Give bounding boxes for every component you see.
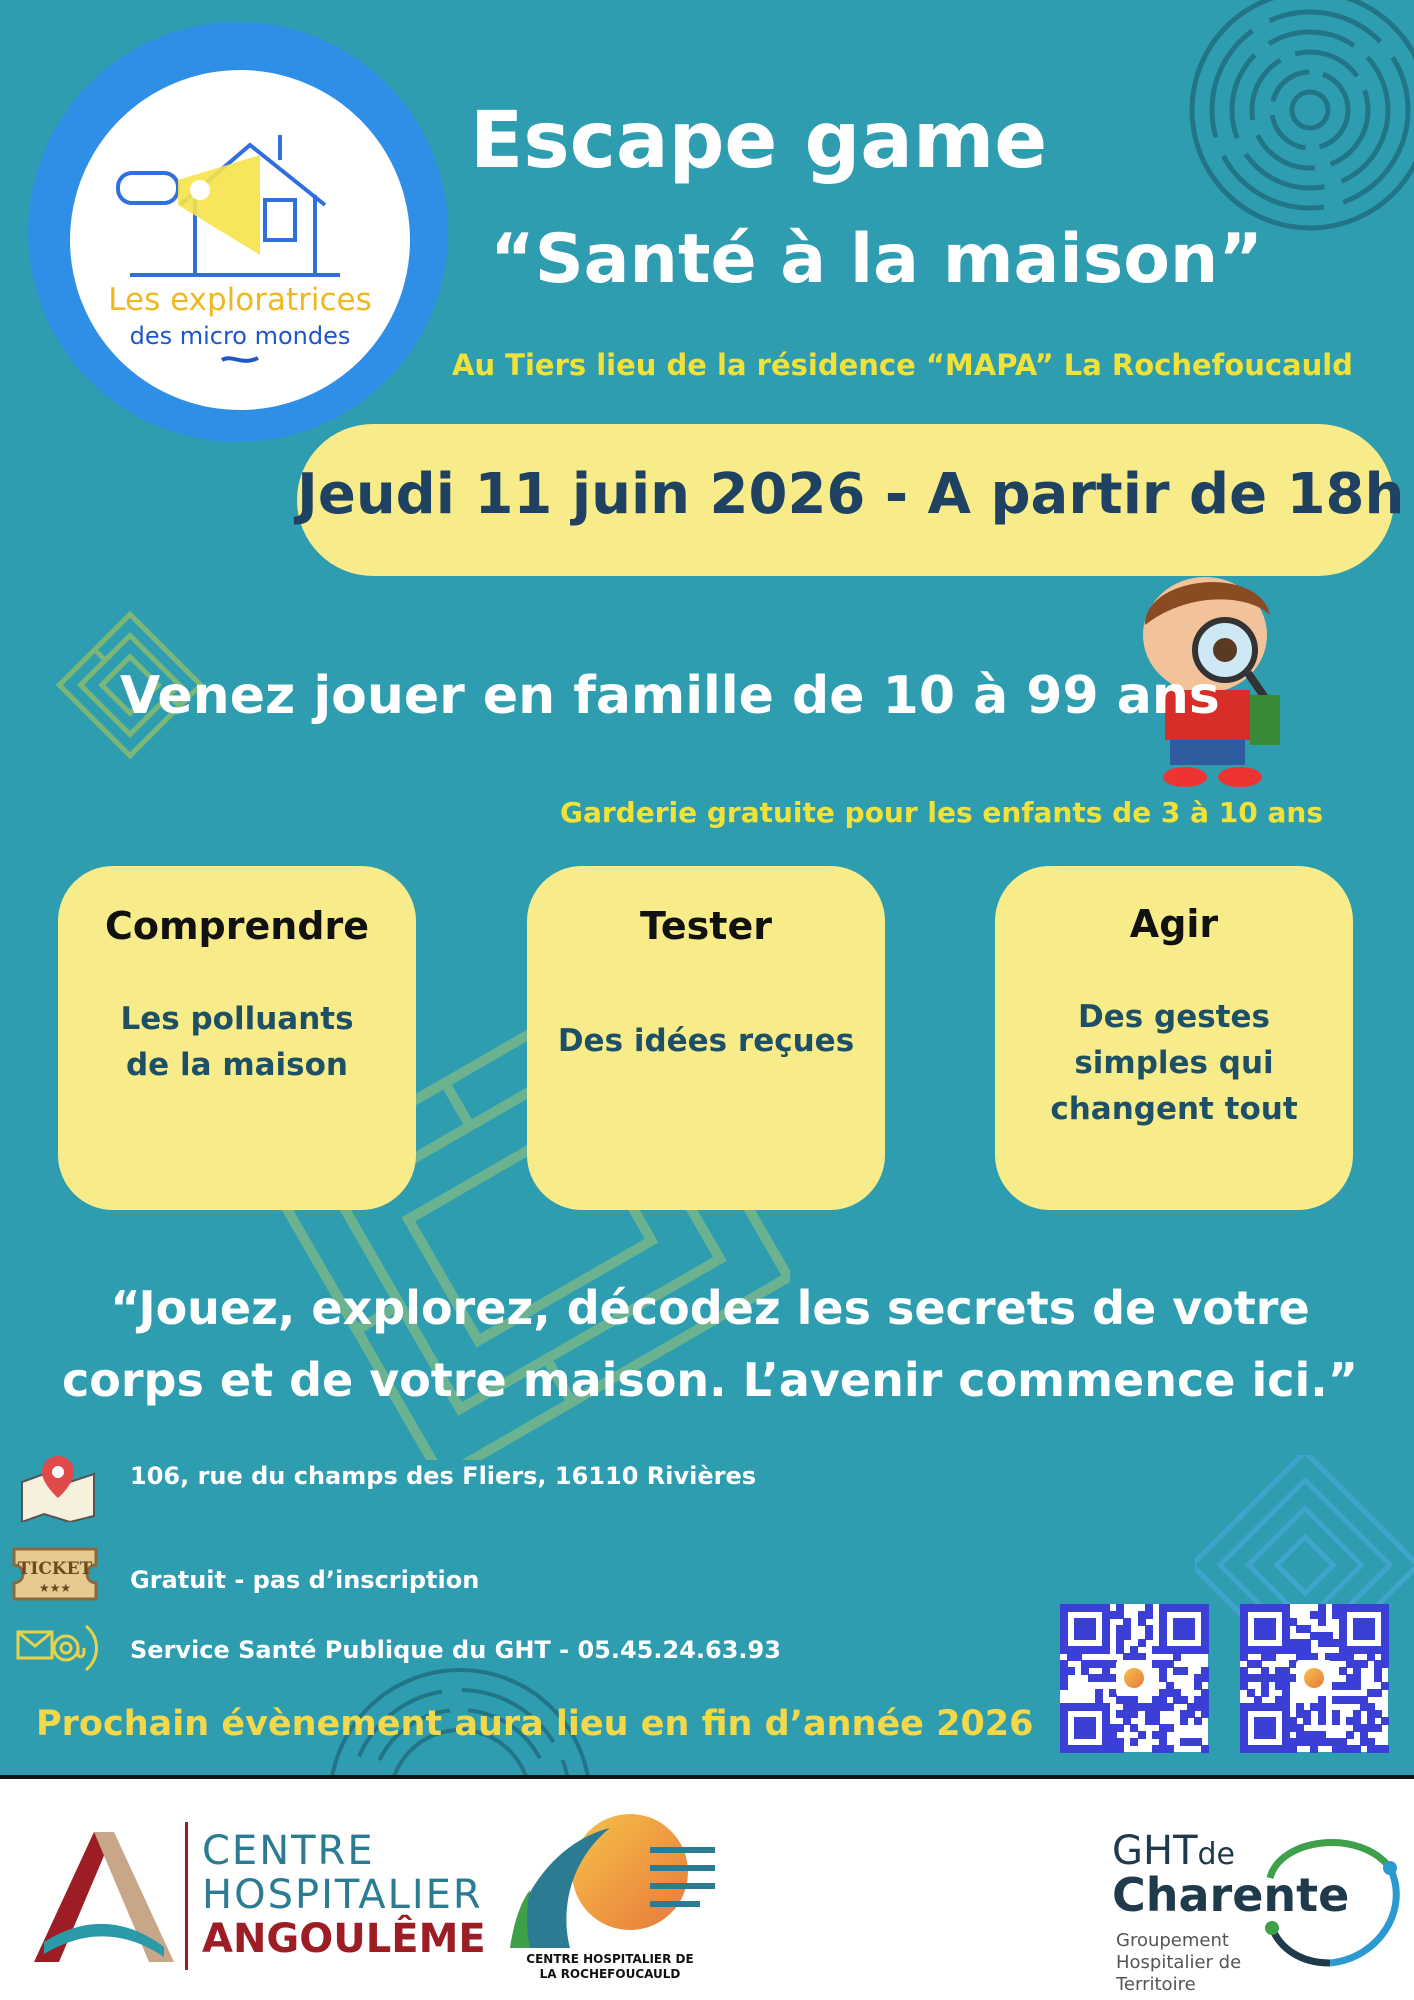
date-text: Jeudi 11 juin 2026 - A partir de 18h bbox=[297, 462, 1405, 527]
qr-module bbox=[1187, 1632, 1195, 1640]
card-comprendre bbox=[58, 866, 416, 1210]
qr-module bbox=[1138, 1639, 1146, 1647]
contact-text: Service Santé Publique du GHT - 05.45.24.63.93 bbox=[130, 1636, 781, 1664]
qr-module bbox=[1201, 1646, 1209, 1654]
qr-module bbox=[1166, 1745, 1174, 1753]
qr-module bbox=[1130, 1738, 1138, 1746]
card-text-line: Des idées reçues bbox=[557, 1023, 855, 1059]
qr-module bbox=[1268, 1731, 1276, 1739]
address-text: 106, rue du champs des Fliers, 16110 Rivières bbox=[130, 1462, 757, 1490]
qr-module bbox=[1145, 1611, 1153, 1619]
ticket-label: TICKET bbox=[17, 1559, 93, 1579]
qr-module bbox=[1381, 1717, 1389, 1725]
card-text-line: Des gestes bbox=[1078, 999, 1270, 1035]
card-title: Tester bbox=[640, 904, 772, 948]
qr-center-mark bbox=[1124, 1668, 1144, 1688]
qr-module bbox=[1303, 1717, 1311, 1725]
qr-code[interactable] bbox=[1060, 1604, 1208, 1752]
qr-module bbox=[1353, 1745, 1361, 1753]
qr-module bbox=[1123, 1632, 1131, 1640]
card-agir bbox=[995, 866, 1353, 1210]
card-text-line: simples qui bbox=[1074, 1045, 1274, 1081]
cha-logo-icon bbox=[14, 1822, 184, 1972]
qr-module bbox=[1332, 1717, 1340, 1725]
next-event-text: Prochain évènement aura lieu en fin d’année 2026 bbox=[36, 1704, 1034, 1744]
qr-module bbox=[1130, 1710, 1138, 1718]
qr-module bbox=[1116, 1745, 1124, 1753]
flashlight-house-icon bbox=[110, 135, 350, 285]
qr-module bbox=[1201, 1745, 1209, 1753]
chr-logo-icon bbox=[500, 1810, 720, 1950]
price-text: Gratuit - pas d’inscription bbox=[130, 1566, 480, 1594]
ticket-icon bbox=[10, 1545, 100, 1603]
qr-center-logo bbox=[1116, 1660, 1152, 1696]
qr-module bbox=[1060, 1682, 1068, 1690]
qr-module bbox=[1268, 1632, 1276, 1640]
qr-module bbox=[1088, 1632, 1096, 1640]
qr-module bbox=[1367, 1632, 1375, 1640]
card-text-line: de la maison bbox=[125, 1047, 348, 1083]
audience-headline: Venez jouer en famille de 10 à 99 ans bbox=[120, 666, 1220, 726]
contact-icon bbox=[14, 1618, 98, 1678]
qr-module bbox=[1360, 1660, 1368, 1668]
ght-prefix: GHT bbox=[1112, 1828, 1198, 1874]
qr-module bbox=[1201, 1710, 1209, 1718]
qr-module bbox=[1346, 1731, 1354, 1739]
ght-sub2: Hospitalier de bbox=[1116, 1952, 1242, 1973]
qr-module bbox=[1318, 1618, 1326, 1626]
card-text-line: Les polluants bbox=[120, 1001, 354, 1037]
qr-module bbox=[1268, 1653, 1276, 1661]
ght-de: de bbox=[1197, 1837, 1236, 1872]
cha-logo-line2: HOSPITALIER bbox=[202, 1872, 483, 1918]
ght-logo-subtitle bbox=[1116, 1930, 1296, 1996]
card-text-line: changent tout bbox=[1050, 1091, 1298, 1127]
card-title: Comprendre bbox=[104, 904, 370, 948]
qr-module bbox=[1116, 1724, 1124, 1732]
cha-logo-line3: ANGOULÊME bbox=[202, 1916, 486, 1962]
venue-text: Au Tiers lieu de la résidence “MAPA” La Rochefoucauld bbox=[452, 348, 1353, 382]
ght-logo-name: Charente bbox=[1112, 1868, 1350, 1922]
maze-decoration-top-right bbox=[1180, 0, 1414, 240]
qr-module bbox=[1145, 1632, 1153, 1640]
quote bbox=[60, 1272, 1360, 1416]
chr-logo-line2: LA ROCHEFOUCAULD bbox=[539, 1967, 681, 1981]
logo-wave bbox=[220, 352, 260, 366]
qr-module bbox=[1261, 1689, 1269, 1697]
qr-module bbox=[1381, 1660, 1389, 1668]
qr-module bbox=[1173, 1653, 1181, 1661]
ght-sub3: Territoire bbox=[1116, 1974, 1196, 1995]
card-title: Agir bbox=[1129, 902, 1219, 946]
qr-module bbox=[1194, 1717, 1202, 1725]
cha-divider bbox=[185, 1822, 188, 1970]
qr-module bbox=[1289, 1745, 1297, 1753]
qr-module bbox=[1180, 1717, 1188, 1725]
qr-center-logo bbox=[1296, 1660, 1332, 1696]
qr-code[interactable] bbox=[1240, 1604, 1388, 1752]
ght-sub1: Groupement bbox=[1116, 1930, 1229, 1951]
quote-line1: “Jouez, explorez, décodez les secrets de votre bbox=[110, 1281, 1310, 1335]
cha-logo-line1: CENTRE bbox=[202, 1828, 375, 1874]
quote-line2: corps et de votre maison. L’avenir commence ici.” bbox=[62, 1353, 1358, 1407]
qr-center-mark bbox=[1304, 1668, 1324, 1688]
qr-module bbox=[1353, 1682, 1361, 1690]
qr-module bbox=[1374, 1689, 1382, 1697]
qr-module bbox=[1381, 1745, 1389, 1753]
daycare-text: Garderie gratuite pour les enfants de 3 à 10 ans bbox=[560, 796, 1324, 829]
page-subtitle: “Santé à la maison” bbox=[490, 220, 1264, 299]
qr-module bbox=[1381, 1682, 1389, 1690]
qr-module bbox=[1166, 1724, 1174, 1732]
qr-module bbox=[1180, 1667, 1188, 1675]
card-tester bbox=[527, 866, 885, 1210]
chr-logo-text bbox=[500, 1952, 720, 1982]
ticket-stars: ★★★ bbox=[38, 1581, 72, 1595]
logo-text-line1: Les exploratrices bbox=[108, 282, 372, 318]
page-title: Escape game bbox=[470, 96, 1048, 186]
qr-module bbox=[1310, 1745, 1318, 1753]
qr-module bbox=[1201, 1674, 1209, 1682]
qr-module bbox=[1318, 1717, 1326, 1725]
map-pin-icon bbox=[18, 1452, 98, 1522]
logo-text-line2: des micro mondes bbox=[129, 322, 351, 350]
qr-module bbox=[1166, 1703, 1174, 1711]
chr-logo-line1: CENTRE HOSPITALIER DE bbox=[526, 1952, 694, 1966]
qr-module bbox=[1138, 1731, 1146, 1739]
qr-module bbox=[1067, 1667, 1075, 1675]
qr-module bbox=[1374, 1724, 1382, 1732]
qr-module bbox=[1102, 1646, 1110, 1654]
qr-module bbox=[1088, 1731, 1096, 1739]
